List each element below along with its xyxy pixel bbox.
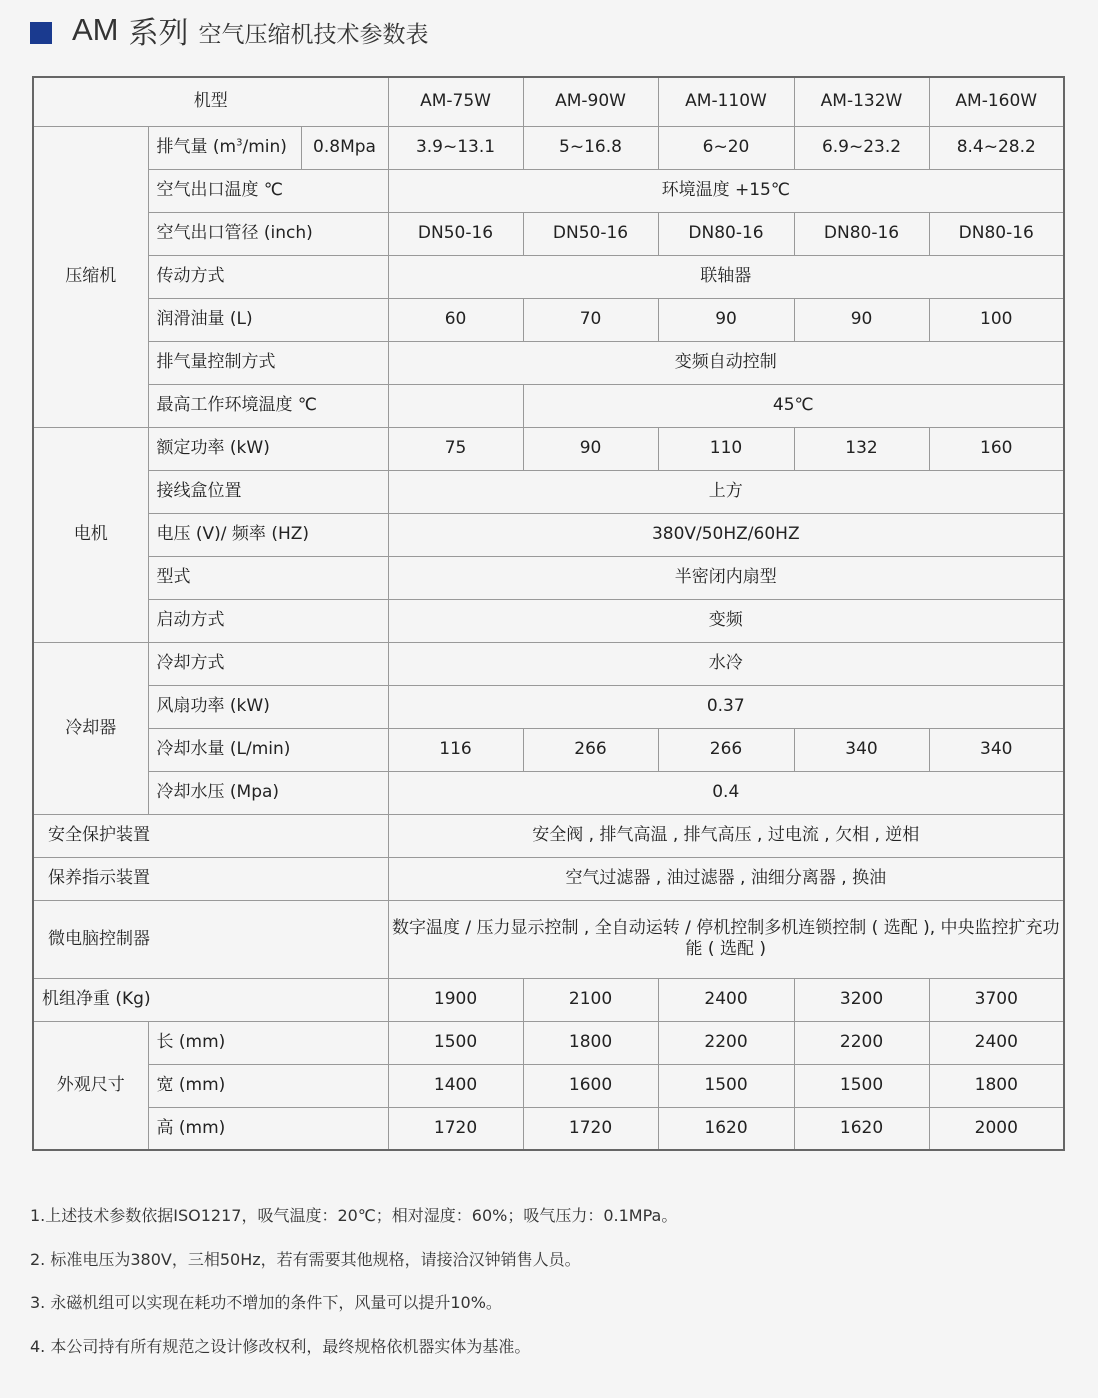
junction-box-value: 上方 [388, 470, 1064, 513]
weight-value: 3700 [929, 978, 1064, 1021]
motor-power-value: 75 [388, 427, 523, 470]
height-value: 1620 [794, 1107, 929, 1150]
junction-box-label: 接线盒位置 [148, 470, 388, 513]
discharge-value: 5~16.8 [523, 126, 658, 169]
spec-table [32, 76, 1065, 1151]
outlet-pipe-value: DN80-16 [794, 212, 929, 255]
page-title: 空气压缩机技术参数表 [198, 21, 429, 48]
weight-value: 1900 [388, 978, 523, 1021]
max-temp-row [33, 384, 1064, 427]
outlet-pipe-value: DN80-16 [658, 212, 794, 255]
motor-power-value: 110 [658, 427, 794, 470]
cooling-water-label: 冷却水量 (L/min) [148, 728, 388, 771]
model-cell: AM-90W [523, 77, 658, 126]
safety-value: 安全阀 , 排气高温 , 排气高压 , 过电流 , 欠相 , 逆相 [388, 814, 1064, 857]
voltage-row [33, 513, 1064, 556]
height-label: 高 (mm) [148, 1107, 388, 1150]
controller-label: 微电脑控制器 [33, 900, 388, 978]
oil-value: 100 [929, 298, 1064, 341]
voltage-value: 380V/50HZ/60HZ [388, 513, 1064, 556]
discharge-row [33, 126, 1064, 169]
oil-value: 90 [658, 298, 794, 341]
outlet-temp-value: 环境温度 +15℃ [388, 169, 1064, 212]
width-value: 1400 [388, 1064, 523, 1107]
oil-value: 60 [388, 298, 523, 341]
maintenance-value: 空气过滤器 , 油过滤器 , 油细分离器 , 换油 [388, 857, 1064, 900]
length-value: 2200 [794, 1021, 929, 1064]
header-series: 系列 [128, 16, 189, 51]
motor-power-label: 额定功率 (kW) [148, 427, 388, 470]
page-header [30, 8, 429, 52]
drive-row [33, 255, 1064, 298]
discharge-value: 6~20 [658, 126, 794, 169]
discharge-pressure: 0.8Mpa [301, 126, 388, 169]
model-label: 机型 [33, 77, 388, 126]
drive-value: 联轴器 [388, 255, 1064, 298]
cooling-method-label: 冷却方式 [148, 642, 388, 685]
max-temp-empty-cell [388, 384, 523, 427]
length-label: 长 (mm) [148, 1021, 388, 1064]
max-temp-value: 45℃ [523, 384, 1064, 427]
outlet-pipe-row [33, 212, 1064, 255]
controller-value: 数字温度 / 压力显示控制 , 全自动运转 / 停机控制多机连锁控制 ( 选配 ), 中央监控扩充功能 ( 选配 ) [388, 900, 1064, 978]
length-value: 2200 [658, 1021, 794, 1064]
outlet-pipe-value: DN50-16 [523, 212, 658, 255]
safety-label: 安全保护装置 [33, 814, 388, 857]
dimensions-group-label: 外观尺寸 [33, 1021, 148, 1150]
outlet-pipe-value: DN50-16 [388, 212, 523, 255]
fan-power-row [33, 685, 1064, 728]
note-item: 3. 永磁机组可以实现在耗功不增加的条件下，风量可以提升10%。 [30, 1293, 502, 1312]
cooling-water-row [33, 728, 1064, 771]
motor-power-value: 90 [523, 427, 658, 470]
controller-row [33, 900, 1064, 978]
outlet-pipe-label: 空气出口管径 (inch) [148, 212, 388, 255]
oil-row [33, 298, 1064, 341]
start-method-label: 启动方式 [148, 599, 388, 642]
weight-label: 机组净重 (Kg) [33, 978, 388, 1021]
motor-power-row [33, 427, 1064, 470]
water-pressure-label: 冷却水压 (Mpa) [148, 771, 388, 814]
maintenance-label: 保养指示装置 [33, 857, 388, 900]
weight-value: 2400 [658, 978, 794, 1021]
cooling-method-value: 水冷 [388, 642, 1064, 685]
weight-row [33, 978, 1064, 1021]
max-temp-label: 最高工作环境温度 ℃ [148, 384, 388, 427]
cooling-water-value: 340 [929, 728, 1064, 771]
outlet-pipe-value: DN80-16 [929, 212, 1064, 255]
length-value: 1800 [523, 1021, 658, 1064]
start-method-row [33, 599, 1064, 642]
model-cell: AM-160W [929, 77, 1064, 126]
fan-power-value: 0.37 [388, 685, 1064, 728]
model-cell: AM-110W [658, 77, 794, 126]
compressor-group-label: 压缩机 [33, 126, 148, 427]
length-row [33, 1021, 1064, 1064]
note-item: 2. 标准电压为380V，三相50Hz，若有需要其他规格，请接洽汉钟销售人员。 [30, 1249, 581, 1269]
motor-type-value: 半密闭内扇型 [388, 556, 1064, 599]
fan-power-label: 风扇功率 (kW) [148, 685, 388, 728]
height-value: 1620 [658, 1107, 794, 1150]
height-value: 1720 [388, 1107, 523, 1150]
voltage-label: 电压 (V)/ 频率 (HZ) [148, 513, 388, 556]
header-model: AM [72, 12, 119, 47]
motor-power-value: 160 [929, 427, 1064, 470]
model-cell: AM-132W [794, 77, 929, 126]
width-value: 1500 [658, 1064, 794, 1107]
notes-section [30, 1196, 1070, 1370]
cooling-method-row [33, 642, 1064, 685]
outlet-temp-row [33, 169, 1064, 212]
discharge-value: 8.4~28.2 [929, 126, 1064, 169]
length-value: 1500 [388, 1021, 523, 1064]
width-value: 1800 [929, 1064, 1064, 1107]
safety-row [33, 814, 1064, 857]
cooling-water-value: 116 [388, 728, 523, 771]
cooling-water-value: 266 [658, 728, 794, 771]
height-value: 1720 [523, 1107, 658, 1150]
water-pressure-value: 0.4 [388, 771, 1064, 814]
note-item: 4. 本公司持有所有规范之设计修改权利，最终规格依机器实体为基准。 [30, 1336, 531, 1356]
discharge-value: 3.9~13.1 [388, 126, 523, 169]
discharge-label: 排气量 $(m^3/\min)$ [148, 126, 301, 169]
height-row [33, 1107, 1064, 1150]
drive-label: 传动方式 [148, 255, 388, 298]
control-label: 排气量控制方式 [148, 341, 388, 384]
cooler-group-label: 冷却器 [33, 642, 148, 814]
header-square-icon [30, 22, 52, 44]
width-value: 1500 [794, 1064, 929, 1107]
model-row [33, 77, 1064, 126]
weight-value: 2100 [523, 978, 658, 1021]
maintenance-row [33, 857, 1064, 900]
oil-value: 90 [794, 298, 929, 341]
model-cell: AM-75W [388, 77, 523, 126]
cooling-water-value: 340 [794, 728, 929, 771]
control-row [33, 341, 1064, 384]
weight-value: 3200 [794, 978, 929, 1021]
motor-group-label: 电机 [33, 427, 148, 642]
junction-box-row [33, 470, 1064, 513]
motor-power-value: 132 [794, 427, 929, 470]
discharge-value: 6.9~23.2 [794, 126, 929, 169]
width-value: 1600 [523, 1064, 658, 1107]
oil-value: 70 [523, 298, 658, 341]
motor-type-row [33, 556, 1064, 599]
control-value: 变频自动控制 [388, 341, 1064, 384]
length-value: 2400 [929, 1021, 1064, 1064]
width-row [33, 1064, 1064, 1107]
start-method-value: 变频 [388, 599, 1064, 642]
cooling-water-value: 266 [523, 728, 658, 771]
note-item: 1.上述技术参数依据ISO1217，吸气温度：20℃；相对湿度：60%；吸气压力：0.1MPa。 [30, 1206, 678, 1225]
motor-type-label: 型式 [148, 556, 388, 599]
width-label: 宽 (mm) [148, 1064, 388, 1107]
water-pressure-row [33, 771, 1064, 814]
oil-label: 润滑油量 (L) [148, 298, 388, 341]
outlet-temp-label: 空气出口温度 ℃ [148, 169, 388, 212]
height-value: 2000 [929, 1107, 1064, 1150]
